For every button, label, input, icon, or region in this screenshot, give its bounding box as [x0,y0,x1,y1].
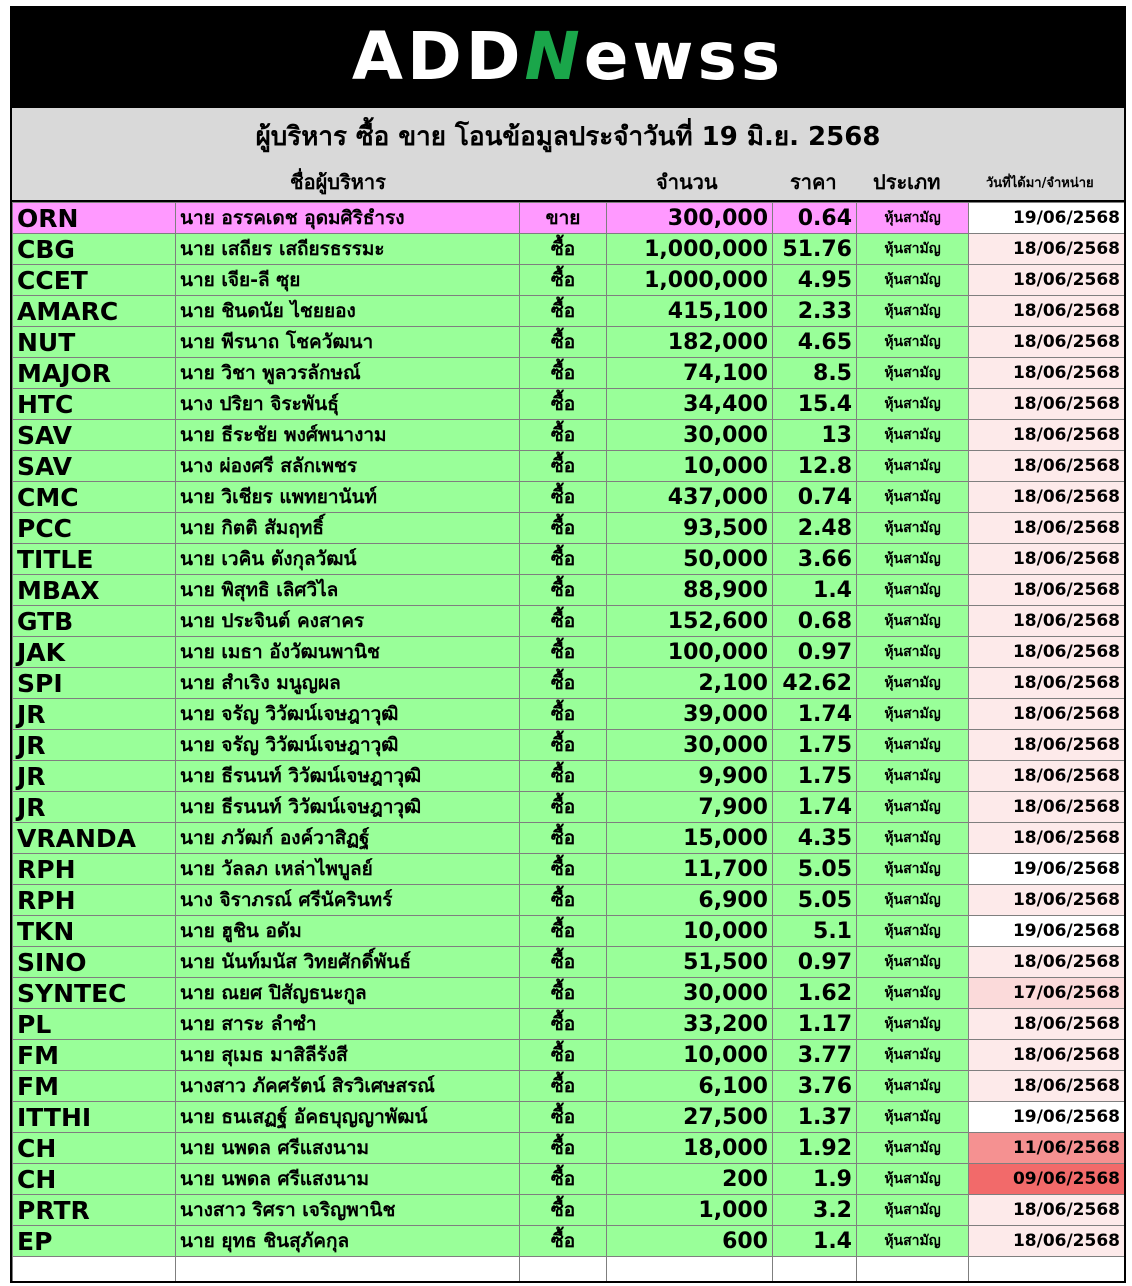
cell-action: ซื้อ [520,761,607,792]
cell-executive-name: นางสาว ริศรา เจริญพานิช [176,1195,520,1226]
table-row [13,296,1125,327]
table-row [13,327,1125,358]
cell-share-type: หุ้นสามัญ [857,1164,969,1195]
logo-bar [12,8,1124,106]
cell-price: 3.77 [773,1040,857,1071]
cell-price: 2.33 [773,296,857,327]
cell-executive-name: นาง จิราภรณ์ ศรีนัครินทร์ [176,885,520,916]
cell-action: ซื้อ [520,513,607,544]
cell-date: 18/06/2568 [969,792,1125,823]
cell-symbol: FM [13,1040,176,1071]
cell-price: 51.76 [773,234,857,265]
cell-symbol: AMARC [13,296,176,327]
cell-symbol: MAJOR [13,358,176,389]
cell-amount: 39,000 [607,699,773,730]
table-row [13,947,1125,978]
cell-share-type: หุ้นสามัญ [857,1040,969,1071]
cell-share-type: หุ้นสามัญ [857,544,969,575]
table-row [13,234,1125,265]
cell-action: ซื้อ [520,234,607,265]
report-frame [10,6,1126,1283]
table-row [13,761,1125,792]
cell-price: 0.64 [773,203,857,234]
cell-executive-name: นาย เวคิน ตังกุลวัฒน์ [176,544,520,575]
cell-action: ซื้อ [520,823,607,854]
cell-action: ซื้อ [520,389,607,420]
cell-action: ซื้อ [520,916,607,947]
col-header-price: ราคา [790,170,837,194]
cell-price: 1.75 [773,730,857,761]
cell-price: 1.4 [773,575,857,606]
cell-date: 11/06/2568 [969,1133,1125,1164]
col-header-date: วันที่ได้มา/จำหน่าย [986,176,1094,191]
cell-price: 0.97 [773,947,857,978]
cell-symbol: SPI [13,668,176,699]
table-row [13,699,1125,730]
cell-price: 1.62 [773,978,857,1009]
cell-share-type: หุ้นสามัญ [857,451,969,482]
cell-executive-name: นาย ภวัฒก์ องค์วาสิฏฐ์ [176,823,520,854]
table-row [13,1071,1125,1102]
cell-action: ซื้อ [520,1102,607,1133]
cell-share-type: หุ้นสามัญ [857,916,969,947]
cell-date: 18/06/2568 [969,823,1125,854]
table-row [13,637,1125,668]
cell-amount: 182,000 [607,327,773,358]
table-row [13,1040,1125,1071]
cell-price: 0.74 [773,482,857,513]
cell-share-type: หุ้นสามัญ [857,730,969,761]
cell-amount: 74,100 [607,358,773,389]
cell-symbol: RPH [13,885,176,916]
cell-date: 18/06/2568 [969,1071,1125,1102]
cell-amount: 10,000 [607,916,773,947]
cell-symbol: SAV [13,420,176,451]
cell-action: ซื้อ [520,1071,607,1102]
cell-amount: 33,200 [607,1009,773,1040]
cell-share-type: หุ้นสามัญ [857,854,969,885]
table-row [13,854,1125,885]
cell-action: ซื้อ [520,792,607,823]
cell-date: 18/06/2568 [969,606,1125,637]
cell-amount: 30,000 [607,978,773,1009]
cell-date: 18/06/2568 [969,451,1125,482]
cell-amount: 27,500 [607,1102,773,1133]
cell-executive-name: นาง ผ่องศรี สลักเพชร [176,451,520,482]
cell-executive-name: นาย สาระ ลำซำ [176,1009,520,1040]
cell-symbol: CMC [13,482,176,513]
cell-executive-name: นาย นันท์มนัส วิทยศักดิ์พันธ์ [176,947,520,978]
table-row [13,389,1125,420]
cell-share-type: หุ้นสามัญ [857,203,969,234]
table-row [13,1009,1125,1040]
table-row [13,978,1125,1009]
cell-amount: 18,000 [607,1133,773,1164]
empty-cell [607,1257,773,1284]
cell-action: ซื้อ [520,296,607,327]
cell-action: ซื้อ [520,575,607,606]
cell-price: 3.76 [773,1071,857,1102]
cell-symbol: PL [13,1009,176,1040]
cell-price: 5.05 [773,854,857,885]
cell-executive-name: นาย พิสุทธิ เลิศวิไล [176,575,520,606]
cell-executive-name: นาง ปริยา จิระพันธุ์ [176,389,520,420]
cell-executive-name: นาย ฮูชิน อดัม [176,916,520,947]
cell-price: 2.48 [773,513,857,544]
cell-symbol: FM [13,1071,176,1102]
cell-share-type: หุ้นสามัญ [857,1226,969,1257]
cell-executive-name: นาย ธีรนนท์ วิวัฒน์เจษฎาวุฒิ [176,761,520,792]
table-row [13,885,1125,916]
cell-price: 0.97 [773,637,857,668]
cell-amount: 93,500 [607,513,773,544]
cell-amount: 50,000 [607,544,773,575]
cell-date: 18/06/2568 [969,761,1125,792]
cell-price: 4.65 [773,327,857,358]
cell-date: 18/06/2568 [969,358,1125,389]
cell-symbol: ITTHI [13,1102,176,1133]
cell-symbol: SYNTEC [13,978,176,1009]
cell-date: 17/06/2568 [969,978,1125,1009]
cell-date: 19/06/2568 [969,854,1125,885]
cell-share-type: หุ้นสามัญ [857,792,969,823]
cell-executive-name: นาย นพดล ศรีแสงนาม [176,1164,520,1195]
cell-date: 18/06/2568 [969,389,1125,420]
cell-date: 18/06/2568 [969,1009,1125,1040]
cell-share-type: หุ้นสามัญ [857,606,969,637]
logo-suffix: ewss [583,18,785,95]
cell-share-type: หุ้นสามัญ [857,265,969,296]
cell-executive-name: นาย วิชา พูลวรลักษณ์ [176,358,520,389]
table-row [13,730,1125,761]
cell-amount: 34,400 [607,389,773,420]
cell-share-type: หุ้นสามัญ [857,947,969,978]
cell-action: ซื้อ [520,327,607,358]
cell-action: ซื้อ [520,358,607,389]
cell-date: 19/06/2568 [969,916,1125,947]
cell-price: 0.68 [773,606,857,637]
cell-price: 3.2 [773,1195,857,1226]
cell-price: 3.66 [773,544,857,575]
cell-date: 18/06/2568 [969,420,1125,451]
table-row [13,358,1125,389]
cell-executive-name: นาย กิตติ สัมฤทธิ์ [176,513,520,544]
cell-amount: 152,600 [607,606,773,637]
cell-date: 18/06/2568 [969,885,1125,916]
cell-symbol: TKN [13,916,176,947]
col-header-type: ประเภท [873,170,941,194]
cell-executive-name: นาย จรัญ วิวัฒน์เจษฎาวุฒิ [176,730,520,761]
cell-symbol: EP [13,1226,176,1257]
cell-date: 18/06/2568 [969,637,1125,668]
cell-symbol: MBAX [13,575,176,606]
cell-symbol: HTC [13,389,176,420]
table-row [13,544,1125,575]
cell-action: ซื้อ [520,699,607,730]
cell-executive-name: นาย เมธา อังวัฒนพานิช [176,637,520,668]
cell-amount: 1,000,000 [607,265,773,296]
cell-date: 18/06/2568 [969,947,1125,978]
table-row [13,1133,1125,1164]
cell-date: 18/06/2568 [969,265,1125,296]
empty-cell [857,1257,969,1284]
empty-cell [773,1257,857,1284]
cell-share-type: หุ้นสามัญ [857,327,969,358]
cell-symbol: CBG [13,234,176,265]
cell-price: 8.5 [773,358,857,389]
cell-executive-name: นาย จรัญ วิวัฒน์เจษฎาวุฒิ [176,699,520,730]
cell-date: 18/06/2568 [969,575,1125,606]
cell-amount: 2,100 [607,668,773,699]
cell-symbol: GTB [13,606,176,637]
cell-share-type: หุ้นสามัญ [857,1133,969,1164]
cell-share-type: หุ้นสามัญ [857,513,969,544]
cell-date: 18/06/2568 [969,513,1125,544]
cell-amount: 437,000 [607,482,773,513]
cell-share-type: หุ้นสามัญ [857,699,969,730]
cell-executive-name: นาย นพดล ศรีแสงนาม [176,1133,520,1164]
cell-amount: 100,000 [607,637,773,668]
cell-price: 12.8 [773,451,857,482]
cell-executive-name: นาย อรรคเดช อุดมศิริธำรง [176,203,520,234]
cell-date: 19/06/2568 [969,1102,1125,1133]
cell-symbol: PRTR [13,1195,176,1226]
cell-date: 18/06/2568 [969,699,1125,730]
cell-symbol: JAK [13,637,176,668]
cell-price: 1.75 [773,761,857,792]
logo-n: N [524,18,584,95]
cell-share-type: หุ้นสามัญ [857,420,969,451]
cell-amount: 10,000 [607,1040,773,1071]
cell-date: 18/06/2568 [969,668,1125,699]
table-row [13,575,1125,606]
cell-executive-name: นาย วัลลภ เหล่าไพบูลย์ [176,854,520,885]
cell-date: 19/06/2568 [969,203,1125,234]
cell-symbol: VRANDA [13,823,176,854]
cell-date: 18/06/2568 [969,1226,1125,1257]
cell-share-type: หุ้นสามัญ [857,761,969,792]
cell-executive-name: นาย ยุทธ ชินสุภัคกุล [176,1226,520,1257]
cell-share-type: หุ้นสามัญ [857,978,969,1009]
table-row [13,606,1125,637]
cell-date: 18/06/2568 [969,730,1125,761]
cell-share-type: หุ้นสามัญ [857,1071,969,1102]
cell-executive-name: นาย ชินดนัย ไชยยอง [176,296,520,327]
table-row [13,792,1125,823]
cell-date: 18/06/2568 [969,234,1125,265]
cell-share-type: หุ้นสามัญ [857,234,969,265]
cell-price: 1.74 [773,699,857,730]
cell-symbol: CCET [13,265,176,296]
cell-symbol: JR [13,699,176,730]
table-row [13,420,1125,451]
brand-logo [351,18,785,95]
table-row [13,668,1125,699]
cell-price: 4.95 [773,265,857,296]
cell-action: ซื้อ [520,637,607,668]
cell-share-type: หุ้นสามัญ [857,1009,969,1040]
cell-price: 5.1 [773,916,857,947]
cell-executive-name: นาย ณยศ ปิสัญธนะกูล [176,978,520,1009]
cell-share-type: หุ้นสามัญ [857,358,969,389]
table-row [13,513,1125,544]
cell-price: 15.4 [773,389,857,420]
cell-price: 13 [773,420,857,451]
cell-action: ซื้อ [520,1040,607,1071]
cell-symbol: RPH [13,854,176,885]
cell-amount: 15,000 [607,823,773,854]
cell-action: ซื้อ [520,854,607,885]
cell-price: 42.62 [773,668,857,699]
cell-action: ซื้อ [520,885,607,916]
cell-amount: 10,000 [607,451,773,482]
cell-executive-name: นาย ธนเสฏฐ์ อัคธบุญญาพัฒน์ [176,1102,520,1133]
cell-date: 18/06/2568 [969,296,1125,327]
table-row [13,1226,1125,1257]
cell-action: ซื้อ [520,730,607,761]
cell-amount: 300,000 [607,203,773,234]
cell-share-type: หุ้นสามัญ [857,482,969,513]
cell-action: ซื้อ [520,1133,607,1164]
cell-symbol: TITLE [13,544,176,575]
cell-amount: 7,900 [607,792,773,823]
cell-share-type: หุ้นสามัญ [857,823,969,854]
cell-date: 18/06/2568 [969,482,1125,513]
cell-symbol: JR [13,792,176,823]
cell-amount: 1,000,000 [607,234,773,265]
cell-executive-name: นาย สำเริง มนูญผล [176,668,520,699]
cell-share-type: หุ้นสามัญ [857,389,969,420]
table-row [13,823,1125,854]
cell-symbol: NUT [13,327,176,358]
table-row [13,482,1125,513]
cell-executive-name: นาย ธีระชัย พงศ์พนางาม [176,420,520,451]
cell-executive-name: นาย พีรนาถ โชควัฒนา [176,327,520,358]
col-header-amount: จำนวน [656,170,718,194]
cell-share-type: หุ้นสามัญ [857,575,969,606]
cell-action: ซื้อ [520,947,607,978]
cell-date: 18/06/2568 [969,1195,1125,1226]
table-row [13,451,1125,482]
cell-action: ซื้อ [520,668,607,699]
cell-action: ซื้อ [520,1009,607,1040]
cell-date: 09/06/2568 [969,1164,1125,1195]
table-row [13,265,1125,296]
cell-amount: 6,900 [607,885,773,916]
cell-executive-name: นางสาว ภัคศรัตน์ สิรวิเศษสรณ์ [176,1071,520,1102]
cell-action: ขาย [520,203,607,234]
cell-action: ซื้อ [520,1226,607,1257]
cell-executive-name: นาย เสถียร เสถียรธรรมะ [176,234,520,265]
cell-symbol: JR [13,761,176,792]
cell-action: ซื้อ [520,451,607,482]
cell-action: ซื้อ [520,420,607,451]
cell-price: 1.9 [773,1164,857,1195]
cell-executive-name: นาย ประจินต์ คงสาคร [176,606,520,637]
cell-share-type: หุ้นสามัญ [857,668,969,699]
cell-symbol: JR [13,730,176,761]
table-row [13,1195,1125,1226]
cell-symbol: SINO [13,947,176,978]
cell-amount: 30,000 [607,420,773,451]
cell-amount: 6,100 [607,1071,773,1102]
cell-amount: 9,900 [607,761,773,792]
empty-cell [969,1257,1125,1284]
cell-action: ซื้อ [520,544,607,575]
cell-action: ซื้อ [520,482,607,513]
cell-share-type: หุ้นสามัญ [857,1195,969,1226]
empty-cell [520,1257,607,1284]
cell-price: 1.17 [773,1009,857,1040]
empty-cell [176,1257,520,1284]
cell-symbol: PCC [13,513,176,544]
cell-share-type: หุ้นสามัญ [857,637,969,668]
cell-symbol: CH [13,1133,176,1164]
cell-amount: 415,100 [607,296,773,327]
col-header-name: ชื่อผู้บริหาร [290,170,386,194]
cell-executive-name: นาย วิเชียร แพทยานันท์ [176,482,520,513]
empty-row [13,1257,1125,1284]
cell-executive-name: นาย ธีรนนท์ วิวัฒน์เจษฎาวุฒิ [176,792,520,823]
table-row [13,916,1125,947]
table-row [13,1164,1125,1195]
cell-amount: 200 [607,1164,773,1195]
cell-amount: 30,000 [607,730,773,761]
cell-action: ซื้อ [520,606,607,637]
empty-cell [13,1257,176,1284]
cell-price: 4.35 [773,823,857,854]
cell-price: 1.4 [773,1226,857,1257]
cell-symbol: CH [13,1164,176,1195]
table-row [13,203,1125,234]
logo-prefix: ADD [351,18,525,95]
cell-price: 1.74 [773,792,857,823]
table-row [13,1102,1125,1133]
cell-executive-name: นาย เจีย-ลี ซุย [176,265,520,296]
cell-action: ซื้อ [520,1164,607,1195]
table-header [12,106,1124,202]
cell-executive-name: นาย สุเมธ มาสิลีรังสี [176,1040,520,1071]
page-title: ผู้บริหาร ซื้อ ขาย โอนข้อมูลประจำวันที่ 19 มิ.ย. 2568 [255,122,881,152]
cell-price: 5.05 [773,885,857,916]
cell-date: 18/06/2568 [969,327,1125,358]
cell-amount: 1,000 [607,1195,773,1226]
cell-amount: 51,500 [607,947,773,978]
cell-amount: 11,700 [607,854,773,885]
cell-amount: 88,900 [607,575,773,606]
cell-action: ซื้อ [520,265,607,296]
cell-symbol: SAV [13,451,176,482]
cell-action: ซื้อ [520,1195,607,1226]
cell-date: 18/06/2568 [969,1040,1125,1071]
cell-price: 1.92 [773,1133,857,1164]
cell-share-type: หุ้นสามัญ [857,1102,969,1133]
cell-share-type: หุ้นสามัญ [857,885,969,916]
insider-trades-table [12,202,1125,1283]
cell-share-type: หุ้นสามัญ [857,296,969,327]
cell-price: 1.37 [773,1102,857,1133]
cell-date: 18/06/2568 [969,544,1125,575]
cell-symbol: ORN [13,203,176,234]
cell-amount: 600 [607,1226,773,1257]
cell-action: ซื้อ [520,978,607,1009]
